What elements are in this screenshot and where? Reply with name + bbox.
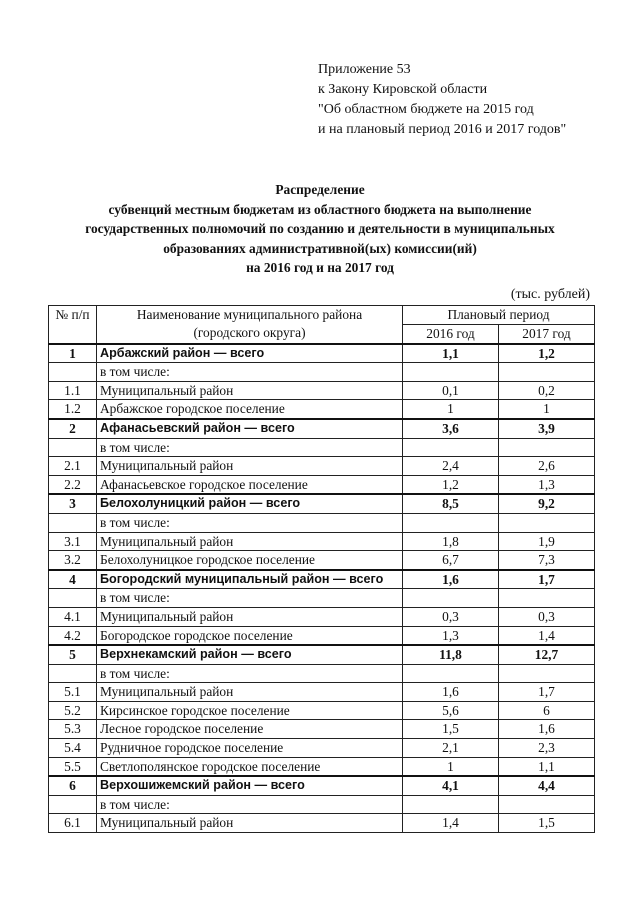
table-body: [49, 344, 595, 833]
row-name: Арбажское городское поселение: [97, 400, 403, 419]
row-value-2016: 1,1: [403, 344, 499, 363]
row-value-2017: [499, 795, 595, 814]
row-value-2017: 2,3: [499, 739, 595, 758]
row-name: в том числе:: [97, 513, 403, 532]
row-number: 4.1: [49, 607, 97, 626]
table-row: [49, 438, 595, 457]
table-row: [49, 664, 595, 683]
row-value-2017: 3,9: [499, 419, 595, 438]
header-2016: 2016 год: [403, 325, 499, 344]
table-row: [49, 607, 595, 626]
row-name: в том числе:: [97, 795, 403, 814]
row-value-2017: 1,7: [499, 570, 595, 589]
row-name: в том числе:: [97, 589, 403, 608]
title-line: на 2016 год и на 2017 год: [246, 260, 394, 275]
row-name: в том числе:: [97, 438, 403, 457]
row-number: 6: [49, 776, 97, 795]
row-number: 3: [49, 494, 97, 513]
row-value-2016: 11,8: [403, 645, 499, 664]
table-row: [49, 776, 595, 795]
row-name: Афанасьевский район — всего: [97, 419, 403, 438]
document-title: [40, 180, 600, 278]
table-row: [49, 381, 595, 400]
row-name: Афанасьевское городское поселение: [97, 475, 403, 494]
row-name: Арбажский район — всего: [97, 344, 403, 363]
row-number: [49, 795, 97, 814]
row-number: 5.5: [49, 757, 97, 776]
row-number: 3.1: [49, 532, 97, 551]
appendix-line: и на плановый период 2016 и 2017 годов": [318, 122, 567, 137]
row-value-2016: 0,3: [403, 607, 499, 626]
units-label: (тыс. рублей): [510, 287, 590, 302]
row-name: Богородское городское поселение: [97, 626, 403, 645]
row-value-2016: 1,3: [403, 626, 499, 645]
table-row: [49, 363, 595, 382]
row-name: Муниципальный район: [97, 683, 403, 702]
row-value-2016: [403, 363, 499, 382]
row-value-2017: 1,7: [499, 683, 595, 702]
header-name-line: (городского округа): [193, 324, 306, 340]
row-name: Муниципальный район: [97, 814, 403, 833]
row-name: Муниципальный район: [97, 381, 403, 400]
row-number: [49, 589, 97, 608]
row-name: Белохолуницкий район — всего: [97, 494, 403, 513]
row-name: Рудничное городское поселение: [97, 739, 403, 758]
table-row: [49, 475, 595, 494]
table-row: [49, 814, 595, 833]
row-value-2016: 1,8: [403, 532, 499, 551]
row-value-2016: 3,6: [403, 419, 499, 438]
row-name: Лесное городское поселение: [97, 720, 403, 739]
table-row: [49, 494, 595, 513]
row-value-2016: 4,1: [403, 776, 499, 795]
row-number: [49, 363, 97, 382]
row-number: 2.2: [49, 475, 97, 494]
appendix-line: к Закону Кировской области: [318, 82, 488, 97]
row-number: 2: [49, 419, 97, 438]
row-name: Муниципальный район: [97, 457, 403, 476]
appendix-note: [318, 60, 566, 140]
row-number: [49, 664, 97, 683]
row-value-2017: 7,3: [499, 551, 595, 570]
row-value-2016: 1,6: [403, 570, 499, 589]
row-value-2017: [499, 363, 595, 382]
row-value-2016: [403, 664, 499, 683]
row-value-2016: 1,2: [403, 475, 499, 494]
row-value-2017: 1,6: [499, 720, 595, 739]
row-name: Муниципальный район: [97, 607, 403, 626]
row-name: Верхнекамский район — всего: [97, 645, 403, 664]
row-value-2016: 1,6: [403, 683, 499, 702]
row-value-2017: 4,4: [499, 776, 595, 795]
row-value-2016: 0,1: [403, 381, 499, 400]
distribution-table: [48, 305, 595, 833]
row-number: 5.4: [49, 739, 97, 758]
table-row: [49, 757, 595, 776]
row-value-2017: [499, 513, 595, 532]
row-value-2017: 1,4: [499, 626, 595, 645]
row-value-2017: 1,1: [499, 757, 595, 776]
table-row: [49, 570, 595, 589]
header-name-line: Наименование муниципального района: [136, 307, 363, 322]
row-number: 4: [49, 570, 97, 589]
row-name: Верхошижемский район — всего: [97, 776, 403, 795]
row-number: 3.2: [49, 551, 97, 570]
table-row: [49, 551, 595, 570]
header-name: [97, 306, 403, 344]
row-value-2016: 8,5: [403, 494, 499, 513]
row-value-2017: 0,3: [499, 607, 595, 626]
row-number: 1.1: [49, 381, 97, 400]
row-number: [49, 438, 97, 457]
row-number: 2.1: [49, 457, 97, 476]
row-value-2017: 1,2: [499, 344, 595, 363]
row-value-2017: 12,7: [499, 645, 595, 664]
appendix-line: Приложение 53: [318, 62, 411, 77]
row-value-2017: 1,5: [499, 814, 595, 833]
title-line: образованиях административной(ых) комиссии(ий): [163, 240, 477, 256]
row-value-2016: [403, 513, 499, 532]
row-value-2017: [499, 438, 595, 457]
header-period: Плановый период: [403, 306, 595, 325]
table-row: [49, 795, 595, 814]
table-row: [49, 513, 595, 532]
table-row: [49, 626, 595, 645]
row-number: 5: [49, 645, 97, 664]
table-row: [49, 400, 595, 419]
table-row: [49, 589, 595, 608]
table-row: [49, 720, 595, 739]
row-number: 5.1: [49, 683, 97, 702]
row-value-2016: 2,1: [403, 739, 499, 758]
row-value-2017: 1: [499, 400, 595, 419]
appendix-line: "Об областном бюджете на 2015 год: [318, 102, 534, 117]
header-num: № п/п: [49, 306, 97, 344]
table-row: [49, 739, 595, 758]
title-line: Распределение: [275, 182, 365, 197]
row-name: Кирсинское городское поселение: [97, 701, 403, 720]
title-line: субвенций местным бюджетам из областного бюджета на выполнение: [108, 201, 532, 217]
row-value-2016: 1: [403, 757, 499, 776]
row-value-2016: 5,6: [403, 701, 499, 720]
row-number: 1.2: [49, 400, 97, 419]
row-value-2017: 1,9: [499, 532, 595, 551]
row-name: в том числе:: [97, 363, 403, 382]
row-value-2016: 1,5: [403, 720, 499, 739]
row-value-2016: 1: [403, 400, 499, 419]
row-name: Муниципальный район: [97, 532, 403, 551]
row-value-2016: 1,4: [403, 814, 499, 833]
row-number: [49, 513, 97, 532]
row-value-2017: 6: [499, 701, 595, 720]
row-value-2017: [499, 589, 595, 608]
table-row: [49, 532, 595, 551]
row-number: 4.2: [49, 626, 97, 645]
table-row: [49, 701, 595, 720]
row-value-2016: [403, 795, 499, 814]
header-2017: 2017 год: [499, 325, 595, 344]
row-value-2017: 9,2: [499, 494, 595, 513]
table-row: [49, 683, 595, 702]
row-number: 5.2: [49, 701, 97, 720]
table-row: [49, 419, 595, 438]
row-name: Богородский муниципальный район — всего: [97, 570, 403, 589]
row-value-2017: 0,2: [499, 381, 595, 400]
table-row: [49, 457, 595, 476]
row-value-2017: 2,6: [499, 457, 595, 476]
row-number: 6.1: [49, 814, 97, 833]
row-name: Светлополянское городское поселение: [97, 757, 403, 776]
row-value-2017: 1,3: [499, 475, 595, 494]
row-value-2016: 6,7: [403, 551, 499, 570]
row-number: 1: [49, 344, 97, 363]
row-value-2017: [499, 664, 595, 683]
row-name: в том числе:: [97, 664, 403, 683]
row-value-2016: 2,4: [403, 457, 499, 476]
row-name: Белохолуницкое городское поселение: [97, 551, 403, 570]
title-line: государственных полномочий по созданию и деятельности в муниципальных: [85, 221, 555, 236]
row-value-2016: [403, 589, 499, 608]
row-number: 5.3: [49, 720, 97, 739]
table-row: [49, 645, 595, 664]
row-value-2016: [403, 438, 499, 457]
table-row: [49, 344, 595, 363]
